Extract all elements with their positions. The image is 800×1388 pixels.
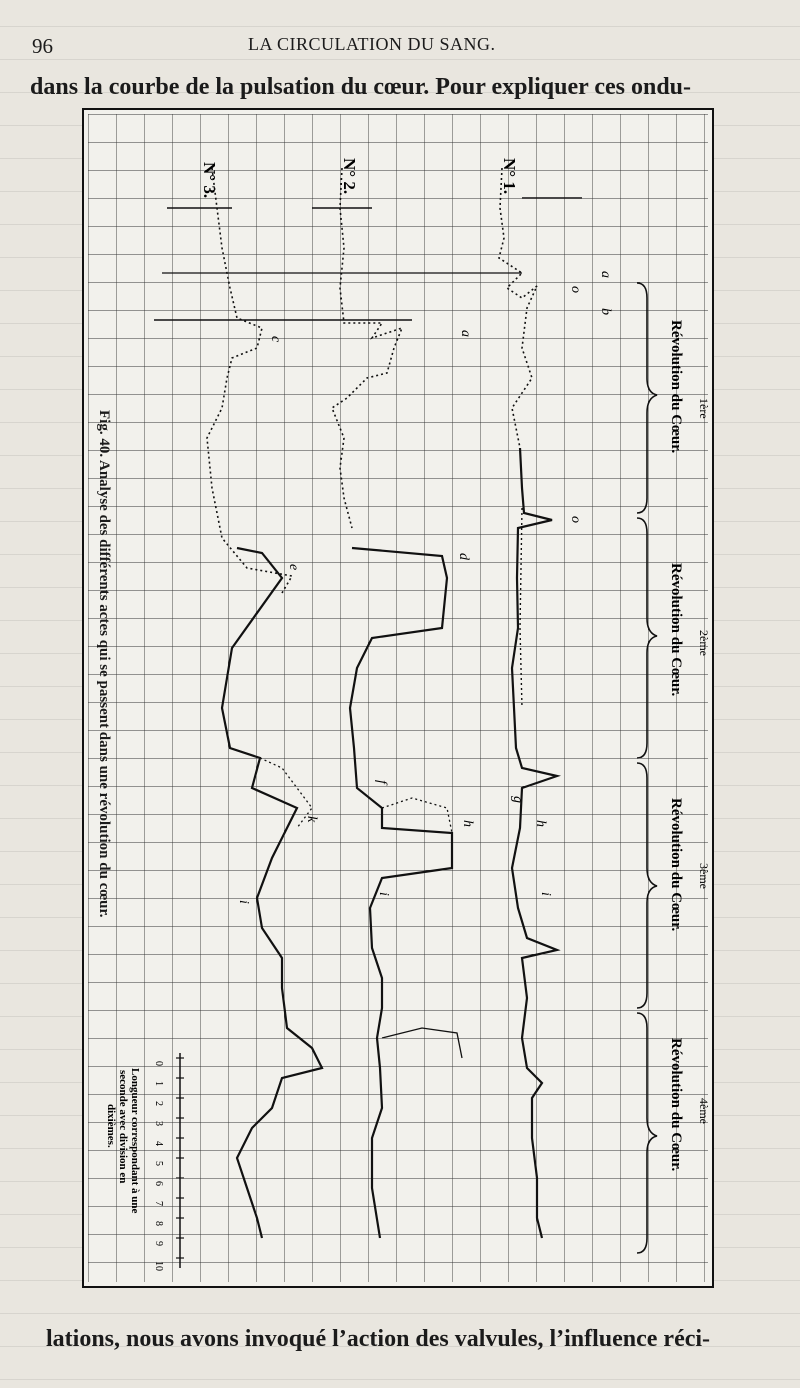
letter-k: k — [304, 816, 319, 823]
scale-tick-label: 9 — [153, 1241, 164, 1246]
revolution-2-ordinal: 2ème — [697, 630, 711, 656]
letter-h-2: h — [460, 820, 475, 827]
letter-h: h — [533, 820, 548, 827]
revolution-4-ordinal: 4ème — [697, 1098, 711, 1124]
trace-label-1: N° 1. — [500, 158, 519, 195]
scale-label-line-1: Longueur correspondant à une — [129, 1068, 141, 1214]
revolution-3-ordinal: 3ème — [697, 863, 711, 889]
revolution-3-label: Révolution du Cœur. — [668, 798, 684, 932]
scale-label-line-3: dixièmes. — [105, 1104, 117, 1148]
scale-tick-label: 5 — [153, 1161, 164, 1166]
scale-tick-label: 7 — [153, 1201, 164, 1206]
letter-g: g — [510, 796, 525, 803]
page-number: 96 — [32, 34, 53, 58]
letter-i-2: i — [376, 892, 391, 896]
letter-i-3: i — [236, 900, 251, 904]
letter-a-2: a — [458, 330, 473, 337]
scale-tick-label: 4 — [153, 1141, 164, 1146]
scale-tick-label: 2 — [153, 1101, 164, 1106]
scale-tick-label: 8 — [153, 1221, 164, 1226]
body-text-bottom-line: lations, nous avons invoqué l’action des valvules, l’influence réci- — [46, 1326, 711, 1352]
revolution-4-label: Révolution du Cœur. — [668, 1038, 684, 1172]
letter-a: a — [598, 271, 613, 278]
scale-tick-label: 3 — [153, 1121, 164, 1126]
letter-b: b — [598, 308, 613, 315]
trace-label-2: N° 2. — [340, 158, 359, 195]
letter-e: e — [286, 564, 301, 571]
figure-caption-text: Fig. 40. Analyse des différents actes qui se passent dans une révolution du cœur. — [96, 410, 112, 918]
letter-i: i — [538, 892, 553, 896]
scale-tick-label: 10 — [153, 1261, 164, 1271]
letter-c: c — [268, 336, 283, 343]
scale-tick-label: 6 — [153, 1181, 164, 1186]
letter-o-prime: o — [568, 516, 583, 523]
revolution-1-ordinal: 1ère — [697, 398, 711, 419]
scale-label-line-2: seconde avec division en — [117, 1070, 129, 1184]
running-head: LA CIRCULATION DU SANG. — [248, 34, 496, 54]
revolution-1-label: Révolution du Cœur. — [668, 320, 684, 454]
letter-o: o — [568, 286, 583, 293]
scale-tick-label: 1 — [153, 1081, 164, 1086]
letter-d: d — [456, 553, 471, 560]
trace-label-3: N° 3. — [200, 162, 219, 199]
body-text-top-line: dans la courbe de la pulsation du cœur. Pour expliquer ces ondu- — [30, 74, 692, 100]
scale-tick-label: 0 — [153, 1061, 164, 1066]
revolution-2-label: Révolution du Cœur. — [668, 563, 684, 697]
letter-f: f — [374, 780, 389, 784]
